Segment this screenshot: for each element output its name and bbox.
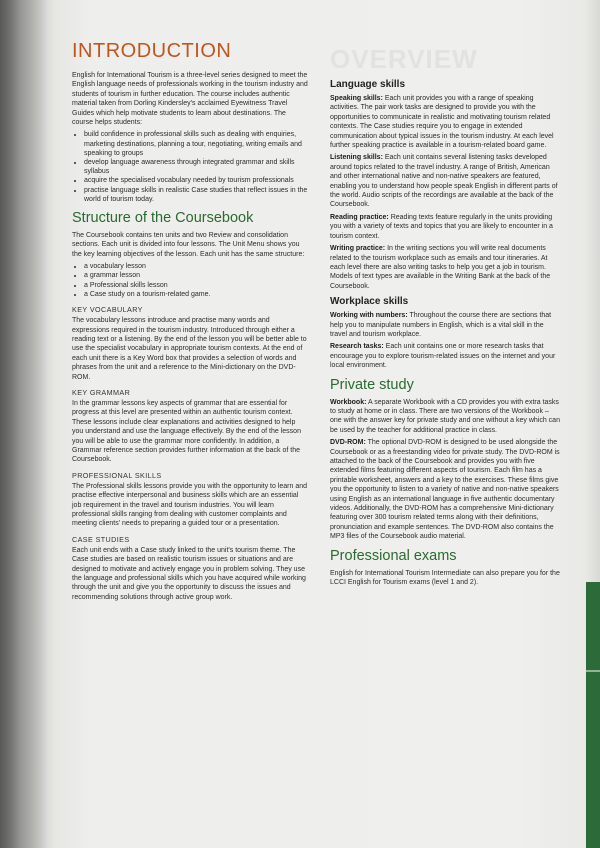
list-item: • a grammar lesson [84,271,308,280]
dvd-text: The optional DVD-ROM is designed to be used alongside the Coursebook or as a freestanding video for private study. The DVD-ROM is attached to the back of the Coursebook and provides you with five extended films featuring different aspects of tourism. Each film has a printable worksheet, answers and a key to the exercises. These films give you the opportunity to listen to a variety of native and non-native speakers using English as an international language in five authentic documentary videos. Additionally, the DVD-ROM has a comprehensive Mini-dictionary featuring over 300 tourism related terms along with their definitions, pronunciation and example sentences. The DVD-ROM also contains the MP3 files of the Coursebook audio material. [330,439,560,541]
vocab-heading: KEY VOCABULARY [72,305,143,315]
numbers-text: Throughout the course there are sections that help you to manipulate numbers in English, which is a vital skill in the travel and tourism workplace. [330,312,552,338]
exams-heading: Professional exams [330,547,457,564]
dvd-paragraph [330,438,562,541]
list-item: • develop language awareness through integrated grammar and skills syllabus [84,158,308,176]
list-item: • build confidence in professional skills such as dealing with enquiries, marketing destinations, planning a tour, negotiating, writing emails and speaking to groups [84,130,308,158]
speaking-text: Each unit provides you with a range of speaking activities. The pair work tasks are designed to provide you with the opportunities to communicate in realistic and motivating tourism related contexts. The Case studies require you to engage in extended communication about typical issues in the tourism industry. At each level further speaking practice is available in a tourism-related board game. [330,95,554,150]
numbers-label: Working with numbers: [330,312,408,320]
writing-paragraph [330,244,562,291]
structure-list [72,262,308,299]
ghost-heading: OVERVIEW [330,44,478,74]
speaking-label: Speaking skills: [330,95,383,102]
private-study-heading: Private study [330,376,414,393]
writing-text: In the writing sections you will write real documents related to the tourism workplace such as emails and tour itineraries. At each level there are also writing tasks to help you get a job in tourism. Models of text types are available in the Writing Bank at the back of the Coursebook. [330,245,551,290]
workplace-skills-heading: Workplace skills [330,296,409,308]
intro-text: English for International Tourism is a three-level series designed to meet the English language needs of professionals working in the tourism industry and students of tourism in further education. The course includes authentic material taken from Dorling Kindersley's acclaimed Eyewitness Travel Guides which help motivate students to learn about destinations. The course helps students: [72,72,308,127]
list-item: • a Case study on a tourism-related game. [84,290,308,299]
structure-text: The Coursebook contains ten units and two Review and consolidation sections. Each unit is divided into four lessons. The Unit Menu shows you the key learning objectives of the lesson. Each unit has the same structure: [72,232,305,258]
intro-list [72,130,308,204]
vocab-text: The vocabulary lessons introduce and practise many words and expressions required in the tourism industry. Introduced through either a reading text or a listening. By the end of the lesson you will be better able to use the specialist vocabulary in appropriate tourism contexts. At the end of each unit there is a Key Word box that provides a selection of words and phrases from the unit and a reference to the Mini-dictionary on the DVD-ROM. [72,317,307,381]
writing-label: Writing practice: [330,245,386,253]
exams-text: English for International Tourism Intermediate can also prepare you for the LCCI English for Tourism exams (level 1 and 2). [330,569,560,587]
listening-paragraph [330,153,562,209]
research-text: Each unit contains one or more research tasks that encourage you to explore tourism-related issues on the internet and your local environment. [330,343,556,370]
language-skills-heading: Language skills [330,79,406,90]
numbers-paragraph [330,311,562,339]
structure-heading: Structure of the Coursebook [72,210,254,227]
case-studies-heading: CASE STUDIES [72,534,130,544]
left-column [72,40,308,605]
reading-label: Reading practice: [330,213,389,221]
workbook-text: A separate Workbook with a CD provides you with extra tasks to study at home or in class. There are two versions of the Workbook – one with the answer key for private study and one without a key which can be used by the teacher for additional practice in class. [330,398,560,434]
page-edge-tab [586,582,600,848]
right-column [330,74,562,590]
research-label: Research tasks: [330,343,384,351]
edge-tab-mark [586,670,600,672]
reading-paragraph [330,213,562,241]
reading-text: Reading texts feature regularly in the units providing you with a variety of texts and topics that you are likely to encounter in a tourism context. [330,213,553,240]
workbook-label: Workbook: [330,398,367,406]
binding-shadow [0,0,48,848]
list-item: • practise language skills in realistic Case studies that reflect issues in the world of tourism today. [84,186,308,204]
research-paragraph [330,342,562,370]
speaking-paragraph [330,94,562,150]
list-item: • a vocabulary lesson [84,262,308,271]
page-title: INTRODUCTION [72,40,232,62]
grammar-heading: KEY GRAMMAR [72,387,131,397]
list-item: • acquire the specialised vocabulary needed by tourism professionals [84,176,308,185]
listening-label: Listening skills: [330,154,383,162]
case-studies-text: Each unit ends with a Case study linked to the unit's tourism theme. The Case studies are based on realistic tourism issues or situations and are designed to motivate and actively engage you in problem solving. They use the language and professional skills which you have acquired while working through the unit and give you the opportunity to discuss the issues and recommending solutions through active group work. [72,546,306,601]
list-item: • a Professional skills lesson [84,281,308,290]
prof-skills-text: The Professional skills lessons provide you with the opportunity to learn and practise effective interpersonal and business skills which are an essential job requirement in the travel and tourism industries. You will learn professional skills ranging from dealing with customer complaints and meeting clients' needs to preparing a guided tour or a presentation. [72,482,308,528]
workbook-paragraph [330,398,562,436]
prof-skills-heading: PROFESSIONAL SKILLS [72,470,162,480]
grammar-text: In the grammar lessons key aspects of grammar that are essential for progress at this level are presented within an authentic tourism context. These lessons include clear explanations and activities designed to help you understand and use the language effectively. By the end of the lesson you will be able to use the grammar more confidently. In addition, a Grammar reference section provides further information at the back of the Coursebook. [72,399,301,464]
dvd-label: DVD-ROM: [330,439,366,447]
listening-text: Each unit contains several listening tasks developed around topics related to the travel industry. A range of British, American and other international native and non-native speakers are featured, enabling you to understand how people speak English in different parts of the world. Audio scripts of the recordings are available at the back of the Coursebook. [330,154,558,209]
